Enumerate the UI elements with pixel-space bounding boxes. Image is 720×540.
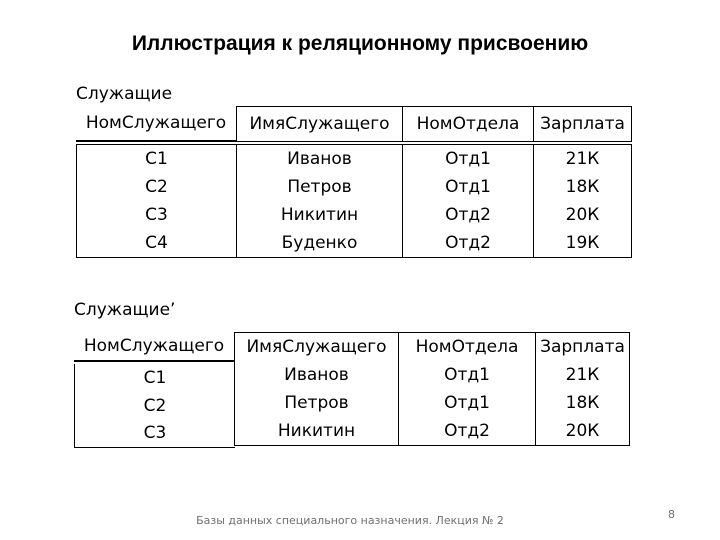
column-header-salary: Зарплата [533,107,631,141]
table-column [234,333,398,445]
table-cell: С3 [145,205,168,225]
column-header-department-number: НомОтдела [402,107,533,141]
relation-table-employees [76,106,632,258]
slide-title: Иллюстрация к реляционному присвоению [131,32,589,55]
table-cell: Отд2 [402,229,533,257]
table-row [77,173,631,201]
table-cell: С3 [75,420,235,448]
table-column [74,364,235,448]
table-column [535,333,629,445]
slide-footer: Базы данных специального назначения. Лекция № 2 [196,514,504,527]
relation-caption-employees: Служащие [76,84,173,104]
column-header-employee-number: НомСлужащего [74,332,234,362]
table-row [77,201,631,229]
table-cell: Отд1 [444,393,490,413]
table-columns-right [234,332,630,446]
table-cell: Отд1 [402,173,533,201]
table-cell: 20К [533,201,631,229]
table-cell: С1 [145,149,168,169]
table-cell: С1 [143,368,167,388]
table-cell: С2 [145,177,168,197]
table-cell: 19К [533,229,631,257]
table-cell: Петров [236,173,402,201]
column-header-employee-name: ИмяСлужащего [236,107,402,141]
table-header-row [76,106,632,142]
table-cell: Никитин [277,421,356,441]
column-header-employee-name: ИмяСлужащего [246,337,387,357]
table-cell: С4 [145,233,168,253]
table-cell: 18К [533,173,631,201]
table-cell: С2 [143,396,167,416]
table-cell: Отд1 [444,365,490,385]
table-cell: Иванов [236,145,402,173]
table-cell: Петров [284,393,349,413]
table-cell: Отд2 [444,421,490,441]
table-header-row [74,332,235,362]
table-cell: 21К [533,145,631,173]
relation-caption-employees-prime: Служащие’ [74,300,176,320]
table-row [77,229,631,257]
table-cell: Никитин [236,201,402,229]
table-body [76,144,632,258]
column-header-department-number: НомОтдела [415,337,519,357]
table-row [77,145,631,173]
column-header-employee-number: НомСлужащего [76,106,236,142]
page-number: 8 [668,508,675,521]
table-cell: Отд2 [402,201,533,229]
table-cell: Буденко [236,229,402,257]
table-cell: Отд1 [402,145,533,173]
table-cell: 18К [565,393,600,413]
table-cell: Иванов [284,365,349,385]
relation-table-employees-prime [74,332,625,448]
table-column [398,333,535,445]
column-header-salary: Зарплата [540,337,625,357]
table-cell: 21К [565,365,600,385]
table-cell: 20К [565,421,600,441]
